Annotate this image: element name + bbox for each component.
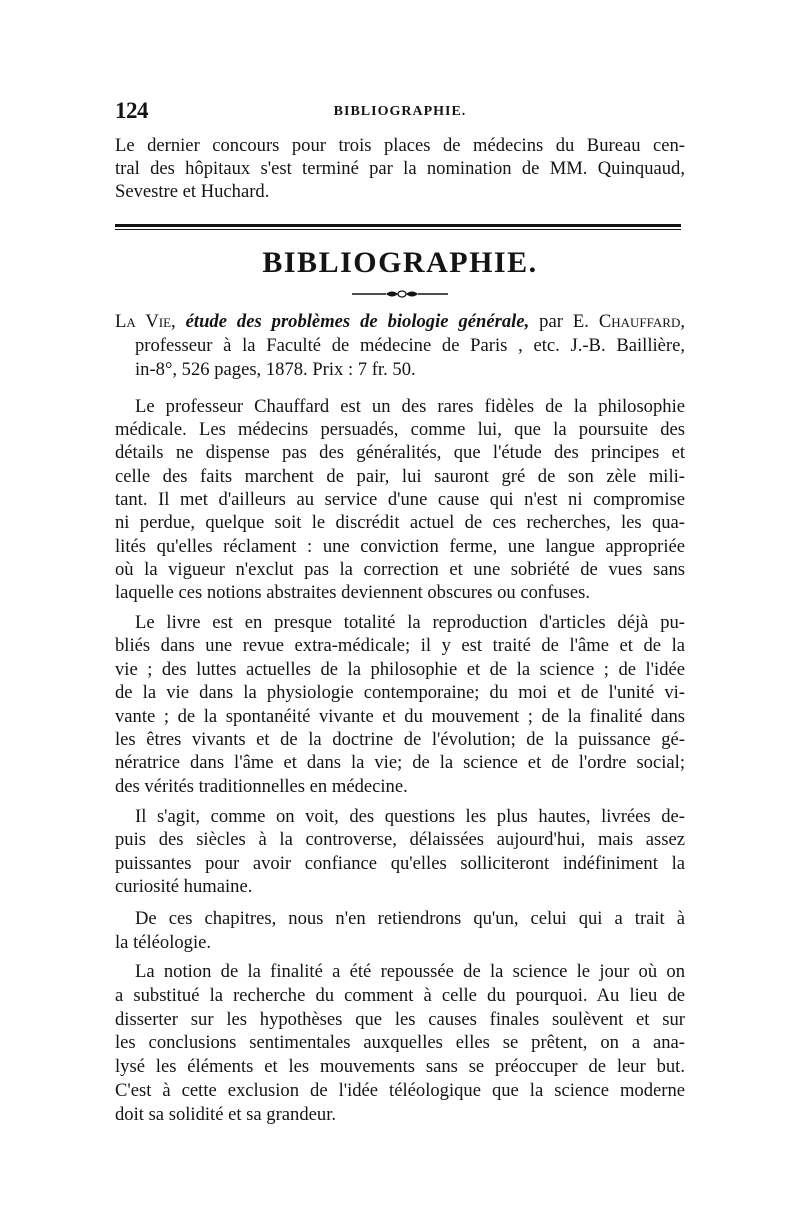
text-line: puissantes pour avoir confiance qu'elles solliciteront indéfiniment la <box>115 853 685 874</box>
text-line: Le professeur Chauffard est un des rares fidèles de la philosophie <box>135 396 685 417</box>
text-line: Le livre est en presque totalité la reproduction d'articles déjà pu- <box>135 612 685 633</box>
text-line: doit sa solidité et sa grandeur. <box>115 1104 337 1125</box>
text-line: disserter sur les hypothèses que les causes finales soulèvent et sur <box>115 1009 685 1030</box>
text-line: vie ; des luttes actuelles de la philosophie et de la science ; de l'idée <box>115 659 685 680</box>
text-line: celle des faits marchent de pair, lui sauront gré de son zèle mili- <box>115 466 685 487</box>
text-line: nératrice dans l'âme et dans la vie; de la science et de l'ordre social; <box>115 752 685 773</box>
text-line: les conclusions sentimentales auxquelles elles se prêtent, on a ana- <box>115 1032 685 1053</box>
text-line: tant. Il met d'ailleurs au service d'une cause qui n'est ni compromise <box>115 489 685 510</box>
text-line: Il s'agit, comme on voit, des questions les plus hautes, livrées de- <box>135 806 685 827</box>
page-header <box>115 96 685 132</box>
text-line: lités qu'elles réclament : une conviction ferme, une langue appropriée <box>115 536 685 557</box>
text-line: curiosité humaine. <box>115 876 253 897</box>
text-line: puis des siècles à la controverse, délaissées aujourd'hui, mais assez <box>115 829 685 850</box>
entry-line: professeur à la Faculté de médecine de Paris , etc. J.-B. Baillière, <box>135 335 685 356</box>
text-line: vante ; de la spontanéité vivante et du mouvement ; de la finalité dans <box>115 706 685 727</box>
text-line: tral des hôpitaux s'est terminé par la nomination de MM. Quinquaud, <box>115 158 685 179</box>
ornament-divider-icon <box>352 288 448 300</box>
rule-thin <box>115 229 681 230</box>
entry-by: par <box>539 311 563 332</box>
section-title: BIBLIOGRAPHIE. <box>262 246 538 279</box>
text-line: de la vie dans la physiologie contemporaine; du moi et de l'unité vi- <box>115 682 685 703</box>
double-rule <box>115 224 681 230</box>
text-line: détails ne dispense pas des généralités, que l'étude des principes et <box>115 442 685 463</box>
text-line: où la vigueur n'exclut pas la correction et une sobriété de vues sans <box>115 559 685 580</box>
text-line: des vérités traditionnelles en médecine. <box>115 776 408 797</box>
running-head: BIBLIOGRAPHIE. <box>333 104 467 119</box>
text-line: médicale. Les médecins persuadés, comme lui, que la poursuite des <box>115 419 685 440</box>
text-line: la téléologie. <box>115 932 212 953</box>
entry-line <box>115 310 685 333</box>
text-line: De ces chapitres, nous n'en retiendrons qu'un, celui qui a trait à <box>135 908 685 929</box>
text-line: a substitué la recherche du comment à celle du pourquoi. Au lieu de <box>115 985 685 1006</box>
entry-title: La Vie, <box>115 311 176 332</box>
page-number: 124 <box>115 98 148 123</box>
entry-author: E. Chauffard, <box>572 311 685 332</box>
entry-line: in-8°, 526 pages, 1878. Prix : 7 fr. 50. <box>135 359 416 380</box>
text-line: ni perdue, quelque soit le discrédit actuel de ces recherches, les qua- <box>115 512 685 533</box>
rule-thick <box>115 224 681 227</box>
text-line: C'est à cette exclusion de l'idée téléologique que la science moderne <box>115 1080 685 1101</box>
text-line: les êtres vivants et de la doctrine de l'évolution; de la puissance gé- <box>115 729 685 750</box>
text-line: Le dernier concours pour trois places de médecins du Bureau cen- <box>115 135 685 156</box>
text-line: Sevestre et Huchard. <box>115 181 270 202</box>
text-line: La notion de la finalité a été repoussée de la science le jour où on <box>135 961 685 982</box>
text-line: lysé les éléments et les mouvements sans se préoccuper de leur but. <box>115 1056 685 1077</box>
entry-subtitle: étude des problèmes de biologie générale, <box>185 311 530 332</box>
text-line: bliés dans une revue extra-médicale; il y est traité de l'âme et de la <box>115 635 685 656</box>
text-line: laquelle ces notions abstraites deviennent obscures ou confuses. <box>115 582 591 603</box>
